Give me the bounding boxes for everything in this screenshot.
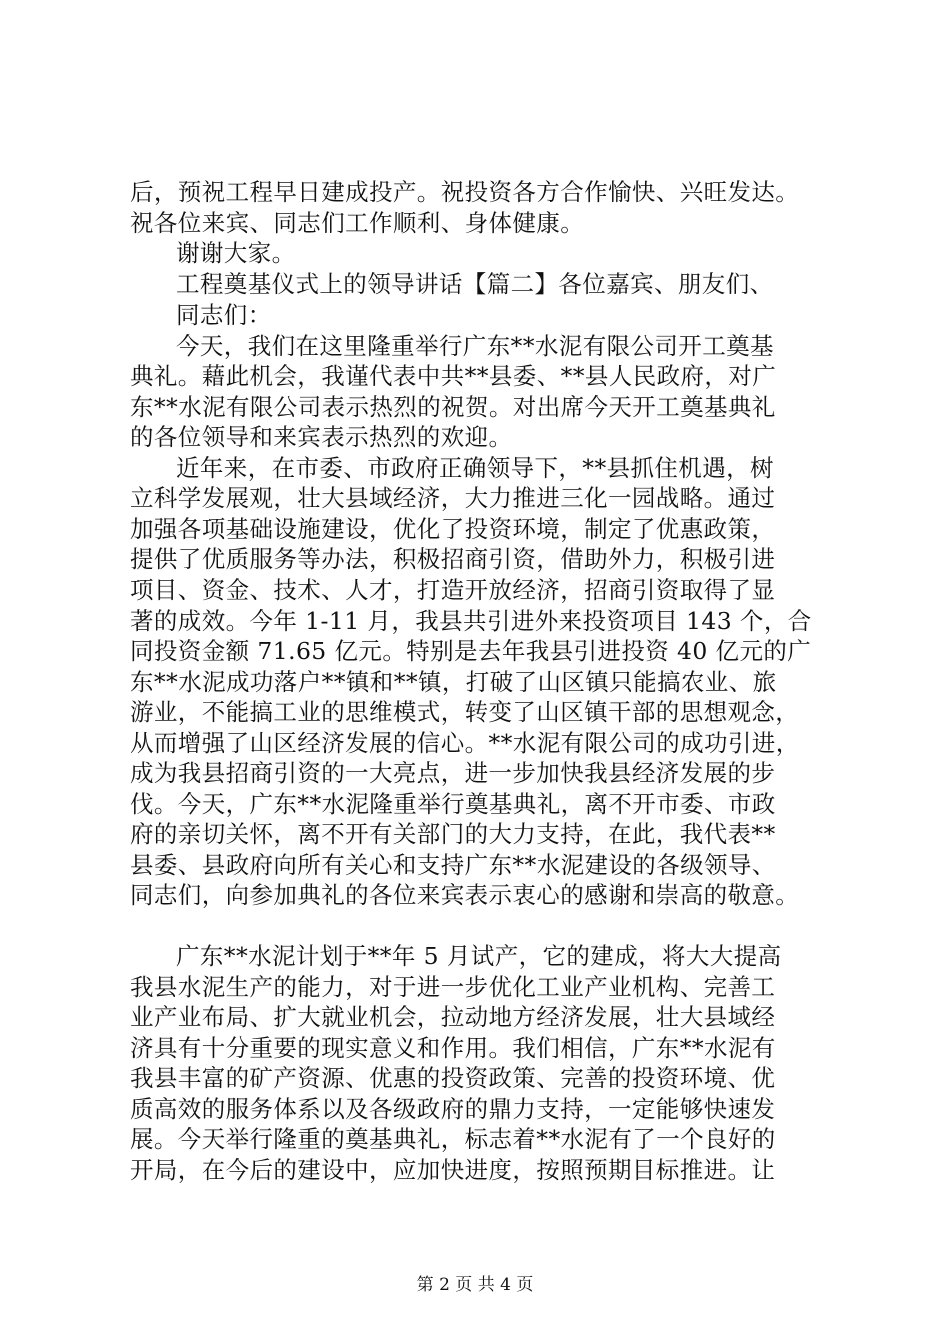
text-line: 业产业布局、扩大就业机会，拉动地方经济发展，壮大县域经	[130, 1003, 776, 1031]
text-line: 成为我县招商引资的一大亮点，进一步加快我县经济发展的步	[130, 759, 776, 787]
text-line: 谢谢大家。	[176, 239, 296, 267]
text-line: 项目、资金、技术、人才，打造开放经济，招商引资取得了显	[130, 576, 776, 604]
text-line: 府的亲切关怀，离不开有关部门的大力支持，在此，我代表**	[130, 820, 776, 848]
text-line: 提供了优质服务等办法，积极招商引资，借助外力，积极引进	[130, 545, 776, 573]
text-line: 展。今天举行隆重的奠基典礼，标志着**水泥有了一个良好的	[130, 1125, 776, 1153]
text-line: 我县水泥生产的能力，对于进一步优化工业产业机构、完善工	[130, 973, 776, 1001]
text-line: 后，预祝工程早日建成投产。祝投资各方合作愉快、兴旺发达。	[130, 178, 800, 206]
text-line: 东**水泥有限公司表示热烈的祝贺。对出席今天开工奠基典礼	[130, 393, 776, 421]
text-line: 县委、县政府向所有关心和支持广东**水泥建设的各级领导、	[130, 851, 776, 879]
text-line: 质高效的服务体系以及各级政府的鼎力支持，一定能够快速发	[130, 1095, 776, 1123]
page-footer: 第 2 页 共 4 页	[416, 1275, 534, 1295]
text-line: 著的成效。今年 1-11 月，我县共引进外来投资项目 143 个，合	[130, 607, 812, 635]
text-line: 典礼。藉此机会，我谨代表中共**县委、**县人民政府，对广	[130, 362, 777, 390]
text-line: 加强各项基础设施建设，优化了投资环境，制定了优惠政策，	[130, 515, 776, 543]
text-line: 近年来，在市委、市政府正确领导下，**县抓住机遇，树	[176, 454, 774, 482]
text-line: 我县丰富的矿产资源、优惠的投资政策、完善的投资环境、优	[130, 1064, 776, 1092]
text-line: 伐。今天，广东**水泥隆重举行奠基典礼，离不开市委、市政	[130, 790, 776, 818]
text-line: 同志们：	[176, 301, 272, 329]
text-line: 从而增强了山区经济发展的信心。**水泥有限公司的成功引进，	[130, 729, 800, 757]
text-line: 游业，不能搞工业的思维模式，转变了山区镇干部的思想观念，	[130, 698, 800, 726]
text-line: 济具有十分重要的现实意义和作用。我们相信，广东**水泥有	[130, 1034, 776, 1062]
text-line: 东**水泥成功落户**镇和**镇，打破了山区镇只能搞农业、旅	[130, 668, 777, 696]
text-line: 立科学发展观，壮大县域经济，大力推进三化一园战略。通过	[130, 484, 776, 512]
text-line: 同投资金额 71.65 亿元。特别是去年我县引进投资 40 亿元的广	[130, 637, 812, 665]
text-line: 开局，在今后的建设中，应加快进度，按照预期目标推进。让	[130, 1156, 776, 1184]
text-line: 同志们，向参加典礼的各位来宾表示衷心的感谢和崇高的敬意。	[130, 881, 800, 909]
text-line: 祝各位来宾、同志们工作顺利、身体健康。	[130, 209, 585, 237]
text-line: 的各位领导和来宾表示热烈的欢迎。	[130, 423, 513, 451]
text-line: 广东**水泥计划于**年 5 月试产，它的建成，将大大提高	[176, 942, 782, 970]
text-line: 今天，我们在这里隆重举行广东**水泥有限公司开工奠基	[176, 332, 774, 360]
text-line: 工程奠基仪式上的领导讲话【篇二】各位嘉宾、朋友们、	[176, 270, 774, 298]
